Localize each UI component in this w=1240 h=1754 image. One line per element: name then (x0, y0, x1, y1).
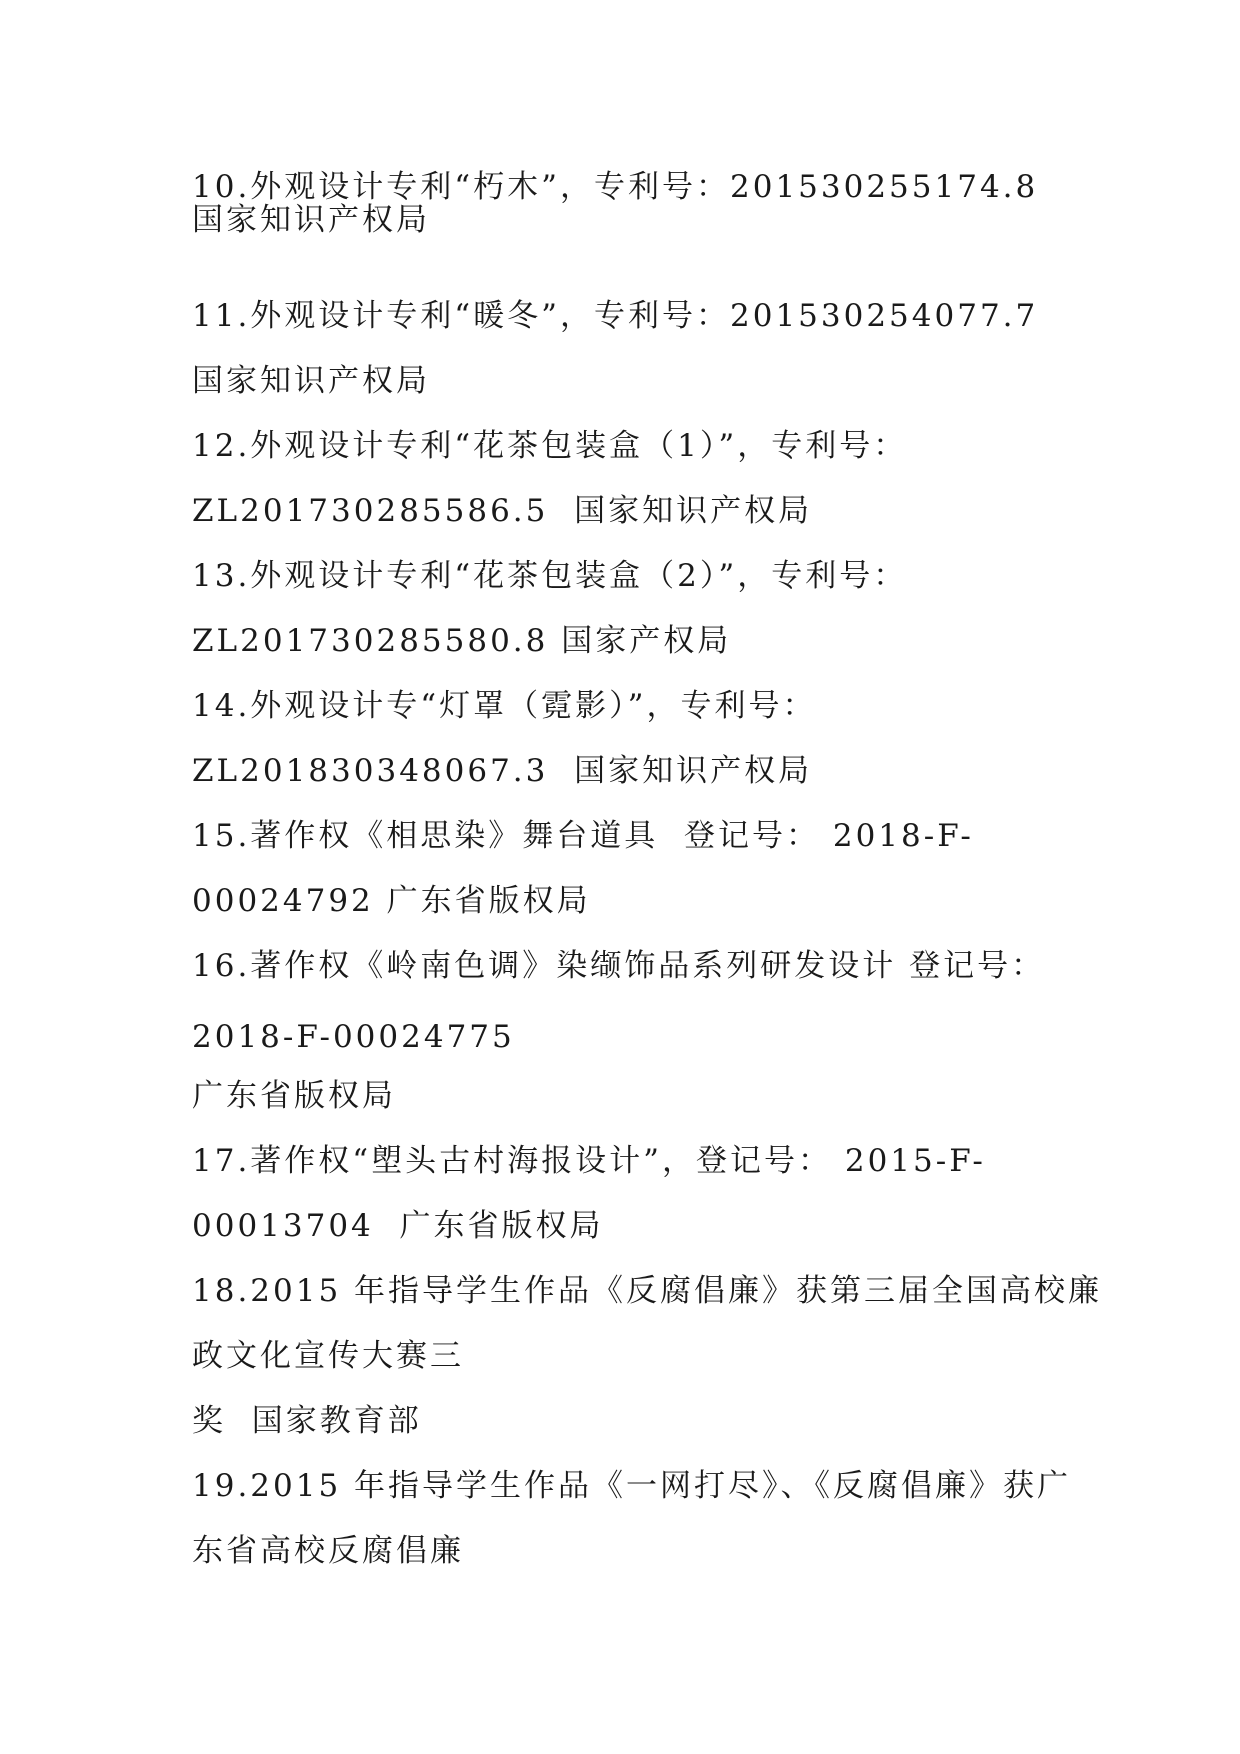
text-line: 东省高校反腐倡廉 (192, 1533, 464, 1569)
text-line: 14.外观设计专“灯罩（霓影）”，专利号： (192, 688, 817, 724)
text-line: 17.著作权“塱头古村海报设计”，登记号： 2015-F- (192, 1143, 986, 1179)
text-line: 2018-F-00024775 (192, 1019, 515, 1055)
text-line: 18.2015 年指导学生作品《反腐倡廉》获第三届全国高校廉 (192, 1273, 1103, 1309)
text-line: 12.外观设计专利“花茶包装盒（1）”，专利号： (192, 428, 908, 464)
text-line: 11.外观设计专利“暖冬”，专利号：201530254077.7 (192, 298, 1039, 334)
text-line: 00013704 广东省版权局 (192, 1208, 604, 1244)
text-line: 奖 国家教育部 (192, 1403, 422, 1439)
text-line: 15.著作权《相思染》舞台道具 登记号： 2018-F- (192, 818, 974, 854)
text-line: 00024792 广东省版权局 (192, 883, 591, 919)
text-line: 19.2015 年指导学生作品《一网打尽》、《反腐倡廉》获广 (192, 1468, 1072, 1504)
text-line: ZL201830348067.3 国家知识产权局 (192, 753, 813, 789)
text-line: 国家知识产权局 (192, 363, 430, 399)
text-line: ZL201730285586.5 国家知识产权局 (192, 493, 813, 529)
text-line: 广东省版权局 (192, 1078, 396, 1114)
text-line: 10.外观设计专利“朽木”，专利号：201530255174.8 (192, 169, 1039, 205)
text-line: 13.外观设计专利“花茶包装盒（2）”，专利号： (192, 558, 908, 594)
text-line: 16.著作权《岭南色调》染缬饰品系列研发设计 登记号： (192, 948, 1046, 984)
text-line: ZL201730285580.8 国家产权局 (192, 623, 732, 659)
text-line: 政文化宣传大赛三 (192, 1338, 464, 1374)
text-line: 国家知识产权局 (192, 202, 430, 238)
